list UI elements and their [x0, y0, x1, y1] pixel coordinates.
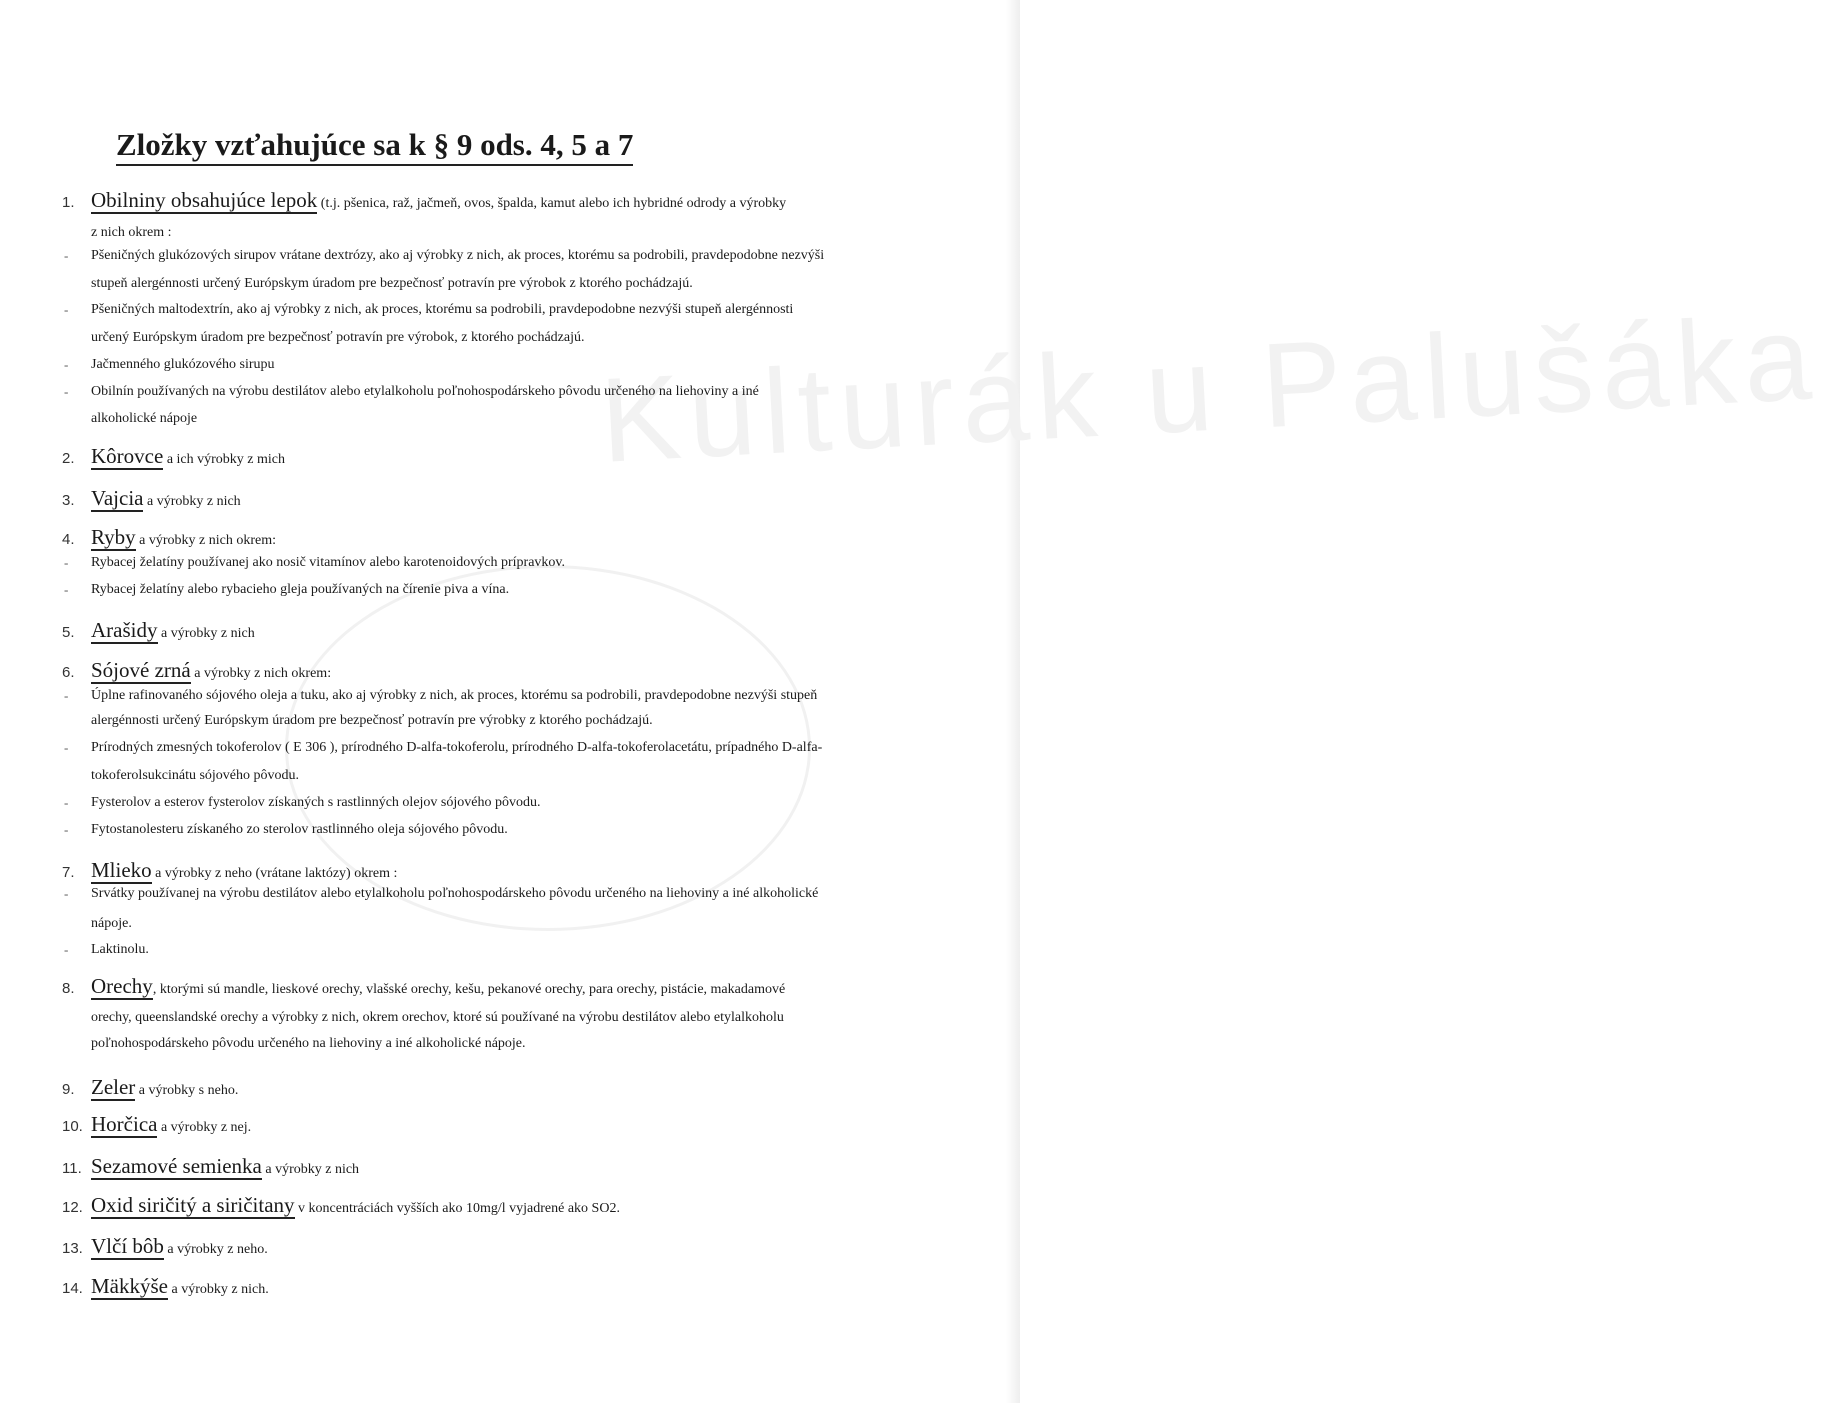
- item-heading: Mäkkýše: [91, 1274, 168, 1298]
- scan-edge-shadow: [1006, 0, 1020, 1403]
- item-heading: Kôrovce: [91, 444, 164, 468]
- item-line: [91, 444, 285, 469]
- sub-item-line: Obilnín používaných na výrobu destilátov alebo etylalkoholu poľnohospodárskeho pôvodu určeného na liehoviny a iné: [91, 384, 759, 399]
- sub-item-line: alkoholické nápoje: [91, 411, 198, 426]
- item-description: a ich výrobky z mich: [163, 452, 285, 467]
- item-heading: Ryby: [91, 525, 136, 549]
- item-line: [91, 974, 785, 999]
- item-heading: Horčica: [91, 1112, 158, 1136]
- item-description: a výrobky z nich okrem:: [190, 666, 332, 681]
- sub-item-dash: -: [64, 555, 69, 570]
- item-continuation: orechy, queenslandské orechy a výrobky z nich, okrem orechov, ktoré sú používané na výrobu destilátov alebo etylalkoholu: [91, 1010, 784, 1025]
- item-description: a výrobky z neho (vrátane laktózy) okrem :: [151, 866, 398, 881]
- item-heading: Sezamové semienka: [91, 1154, 262, 1178]
- item-heading: Oxid siričitý a siričitany: [91, 1193, 295, 1217]
- item-description: a výrobky s neho.: [135, 1083, 239, 1098]
- item-description: a výrobky z nich: [157, 626, 255, 641]
- item-number: 9.: [62, 1081, 75, 1098]
- sub-item-line: Prírodných zmesných tokoferolov ( E 306 ), prírodného D-alfa-tokoferolu, prírodného D-alfa-tokoferolacetátu, prípadného D-alfa-: [91, 740, 823, 755]
- item-heading: Sójové zrná: [91, 658, 191, 682]
- sub-item-line: alergénnosti určený Európskym úradom pre bezpečnosť potravín pre výrobky z ktorého pochádzajú.: [91, 713, 653, 728]
- sub-item-line: určený Európskym úradom pre bezpečnosť potravín pre výrobok, z ktorého pochádzajú.: [91, 330, 585, 345]
- item-number: 8.: [62, 980, 75, 997]
- item-line: [91, 1274, 269, 1299]
- item-description: , ktorými sú mandle, lieskové orechy, vlašské orechy, kešu, pekanové orechy, para orechy, pistácie, makadamové: [152, 982, 786, 997]
- item-description: v koncentráciách vyšších ako 10mg/l vyjadrené ako SO2.: [294, 1201, 620, 1216]
- item-number: 12.: [62, 1199, 83, 1216]
- sub-item-dash: -: [64, 357, 69, 372]
- sub-item-line: Srvátky používanej na výrobu destilátov alebo etylalkoholu poľnohospodárskeho pôvodu určeného na liehoviny a iné alkoholické: [91, 886, 819, 901]
- item-continuation: z nich okrem :: [91, 225, 172, 240]
- sub-item-dash: -: [64, 248, 69, 263]
- sub-item-line: Laktinolu.: [91, 942, 149, 957]
- sub-item-line: Fysterolov a esterov fysterolov získaných s rastlinných olejov sójového pôvodu.: [91, 795, 541, 810]
- sub-item-line: nápoje.: [91, 916, 132, 931]
- stamp-watermark-text: Kulturák u Palušáka: [597, 290, 1822, 488]
- sub-item-line: stupeň alergénnosti určený Európskym úradom pre bezpečnosť potravín pre výrobok z ktorého pochádzajú.: [91, 276, 693, 291]
- sub-item-dash: -: [64, 582, 69, 597]
- item-description: a výrobky z nich: [143, 494, 241, 509]
- sub-item-line: Rybacej želatíny alebo rybacieho gleja používaných na čírenie piva a vína.: [91, 582, 510, 597]
- item-heading: Mlieko: [91, 858, 152, 882]
- sub-item-line: Pšeničných maltodextrín, ako aj výrobky z nich, ak proces, ktorému sa podrobili, pravdepodobne nezvýši stupeň alergénnosti: [91, 302, 794, 317]
- item-line: [91, 1075, 238, 1100]
- page-title: Zložky vzťahujúce sa k § 9 ods. 4, 5 a 7: [116, 128, 633, 166]
- item-number: 14.: [62, 1280, 83, 1297]
- item-description: a výrobky z nich: [261, 1162, 360, 1177]
- item-description: a výrobky z nich.: [168, 1282, 269, 1297]
- item-line: [91, 858, 397, 883]
- item-number: 5.: [62, 624, 75, 641]
- item-heading: Vajcia: [91, 486, 144, 510]
- item-number: 3.: [62, 492, 75, 509]
- item-number: 10.: [62, 1118, 83, 1135]
- item-description: a výrobky z nej.: [157, 1120, 252, 1135]
- item-line: [91, 188, 786, 213]
- item-number: 1.: [62, 194, 75, 211]
- item-line: [91, 658, 331, 683]
- item-continuation: poľnohospodárskeho pôvodu určeného na liehoviny a iné alkoholické nápoje.: [91, 1036, 526, 1051]
- item-number: 11.: [62, 1160, 82, 1177]
- sub-item-line: Rybacej želatíny používanej ako nosič vitamínov alebo karotenoidových prípravkov.: [91, 555, 565, 570]
- sub-item-dash: -: [64, 740, 69, 755]
- sub-item-line: Jačmenného glukózového sirupu: [91, 357, 275, 372]
- item-number: 6.: [62, 664, 75, 681]
- item-number: 4.: [62, 531, 75, 548]
- sub-item-dash: -: [64, 795, 69, 810]
- sub-item-dash: -: [64, 822, 69, 837]
- item-description: a výrobky z neho.: [163, 1242, 268, 1257]
- item-line: [91, 1193, 620, 1218]
- sub-item-line: tokoferolsukcinátu sójového pôvodu.: [91, 768, 300, 783]
- sub-item-line: Pšeničných glukózových sirupov vrátane dextrózy, ako aj výrobky z nich, ak proces, ktorému sa podrobili, pravdepodobne nezvýši: [91, 248, 825, 263]
- sub-item-dash: -: [64, 886, 69, 901]
- item-heading: Obilniny obsahujúce lepok: [91, 188, 318, 212]
- item-description: (t.j. pšenica, raž, jačmeň, ovos, špalda, kamut alebo ich hybridné odrody a výrobky: [317, 196, 787, 211]
- item-heading: Arašidy: [91, 618, 158, 642]
- item-description: a výrobky z nich okrem:: [135, 533, 277, 548]
- item-number: 7.: [62, 864, 75, 881]
- item-line: [91, 618, 255, 643]
- item-number: 2.: [62, 450, 75, 467]
- sub-item-dash: -: [64, 688, 69, 703]
- item-line: [91, 486, 241, 511]
- item-heading: Orechy: [91, 974, 153, 998]
- sub-item-line: Úplne rafinovaného sójového oleja a tuku, ako aj výrobky z nich, ak proces, ktorému sa podrobili, pravdepodobne nezvýši stupeň: [91, 688, 818, 703]
- item-number: 13.: [62, 1240, 83, 1257]
- sub-item-dash: -: [64, 942, 69, 957]
- item-line: [91, 1234, 268, 1259]
- item-line: [91, 1154, 359, 1179]
- sub-item-line: Fytostanolesteru získaného zo sterolov rastlinného oleja sójového pôvodu.: [91, 822, 508, 837]
- sub-item-dash: -: [64, 384, 69, 399]
- item-heading: Zeler: [91, 1075, 136, 1099]
- item-heading: Vlčí bôb: [91, 1234, 164, 1258]
- item-line: [91, 1112, 251, 1137]
- item-line: [91, 525, 276, 550]
- sub-item-dash: -: [64, 302, 69, 317]
